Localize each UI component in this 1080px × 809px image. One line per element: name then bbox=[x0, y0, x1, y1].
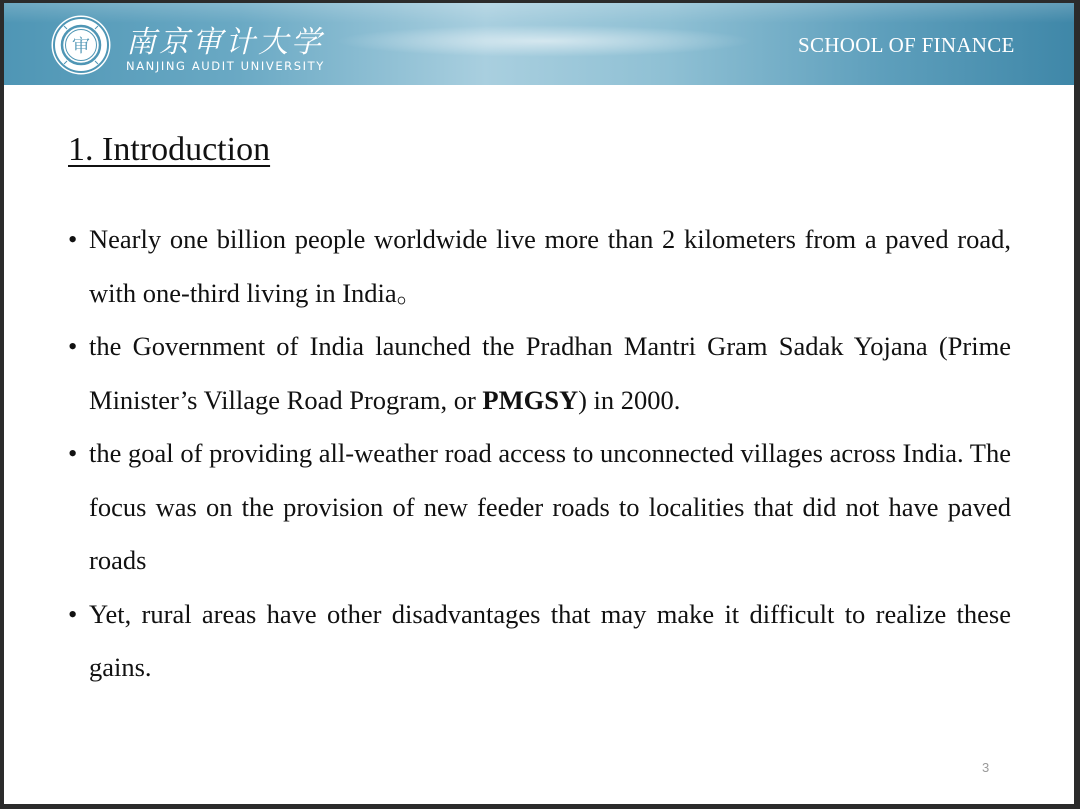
bullet-item bbox=[68, 588, 1011, 695]
seal-character: 审 bbox=[72, 36, 90, 57]
university-seal-logo bbox=[50, 14, 112, 76]
slide bbox=[4, 3, 1074, 804]
bullet-item bbox=[68, 213, 1011, 320]
bullet-bold-term: PMGSY bbox=[482, 384, 579, 415]
bullet-text: ) in 2000. bbox=[578, 384, 681, 415]
bullet-item bbox=[68, 427, 1011, 588]
bullet-text: Nearly one billion people worldwide live more than 2 kilometers from a paved road, with one-third living in India。 bbox=[89, 224, 1011, 308]
bullet-item bbox=[68, 320, 1011, 427]
bullet-dot: • bbox=[68, 224, 78, 254]
university-name-english: NANJING AUDIT UNIVERSITY bbox=[126, 59, 325, 73]
bullet-dot: • bbox=[68, 331, 78, 361]
page-number: 3 bbox=[982, 760, 990, 775]
bullet-text: Yet, rural areas have other disadvantages that may make it difficult to realize these gains. bbox=[89, 598, 1011, 682]
bullet-text: the goal of providing all-weather road access to unconnected villages across India. The focus was on the provision of new feeder roads to localities that did not have paved roads bbox=[89, 438, 1011, 575]
university-name-chinese: 南京审计大学 bbox=[126, 25, 324, 60]
bullet-list bbox=[68, 213, 1011, 695]
bullet-dot: • bbox=[68, 438, 78, 468]
school-name: SCHOOL OF FINANCE bbox=[798, 33, 1015, 57]
bullet-dot: • bbox=[68, 598, 78, 629]
slide-title: 1. Introduction bbox=[68, 131, 271, 168]
bullet-text: the Government of India launched the Pradhan Mantri Gram Sadak Yojana (Prime Minister’s Village Road Program, or bbox=[89, 331, 1011, 415]
banner-glow bbox=[334, 25, 754, 57]
header-banner bbox=[4, 3, 1074, 85]
